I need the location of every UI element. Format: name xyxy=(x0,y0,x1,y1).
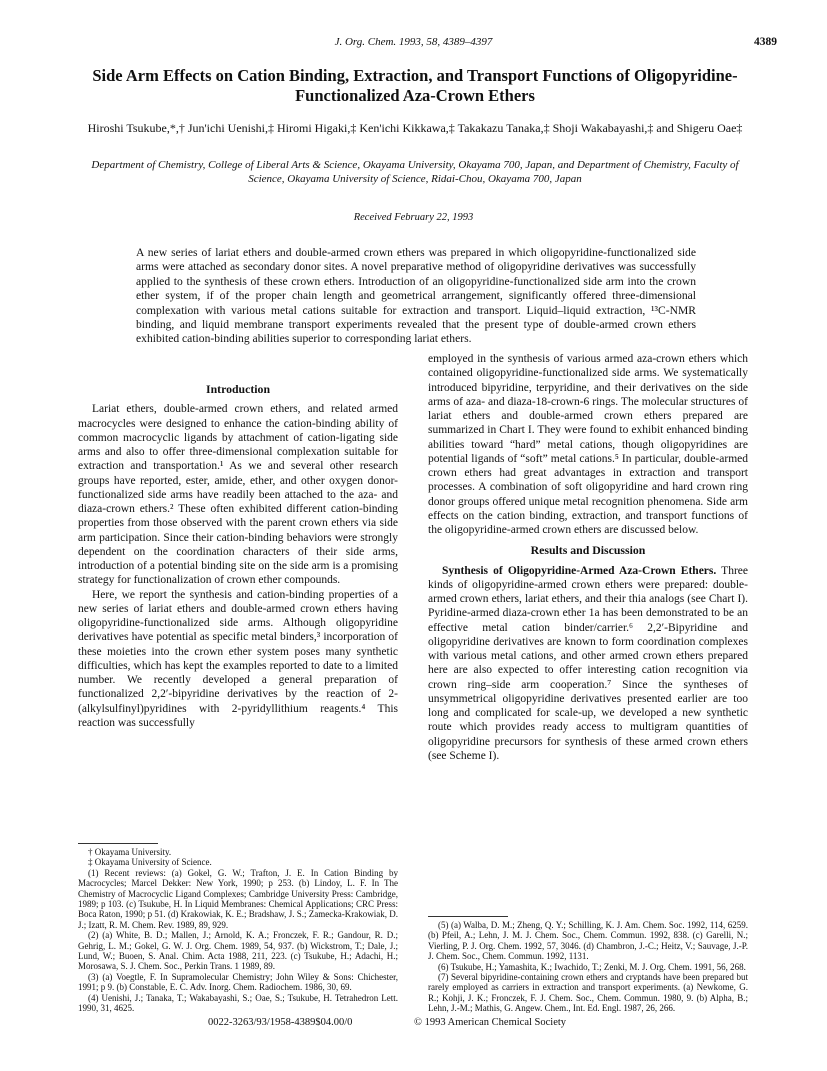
document-code: 0022-3263/93/1958-4389$04.00/0 xyxy=(208,1017,353,1028)
footnote: (4) Uenishi, J.; Tanaka, T.; Wakabayashi, S.; Oae, S.; Tsukube, H. Tetrahedron Lett. 1990, 31, 4625. xyxy=(78,992,398,1014)
synthesis-subheading: Synthesis of Oligopyridine-Armed Aza-Crown Ethers. xyxy=(442,564,717,577)
right-column xyxy=(428,352,748,763)
affiliation: Department of Chemistry, College of Liberal Arts & Science, Okayama University, Okayama 700, Japan, and Department of Chemistry, Faculty of Science, Okayama University of Science, Ridai-Chou, Okayama 700, Japan xyxy=(91,159,739,185)
footnote: (1) Recent reviews: (a) Gokel, G. W.; Trafton, J. E. In Cation Binding by Macrocycles; Marcel Dekker: New York, 1990; p 253. (b) Lindoy, L. F. In The Chemistry of Macrocyclic Ligand Complexes; Cambridge University Press: Cambridge, 1989; p 103. (c) Tsukube, H. In Liquid Membranes: Chemical Applications; CRC Press: Boca Raton, 1990; p 51. (d) Krakowiak, K. E.; Bradshaw, J. S.; Zamecka-Krakowiak, D. J.; Izatt, R. M. Chem. Rev. 1989, 89, 929. xyxy=(78,867,398,930)
footnote: (2) (a) White, B. D.; Mallen, J.; Arnold, K. A.; Fronczek, F. R.; Gandour, R. D.; Gehrig, L. M.; Gokel, G. W. J. Org. Chem. 1989, 54, 937. (b) Wickstrom, T.; Dale, J.; Lund, W.; Buoen, S. Anal. Chim. Acta 1988, 211, 223. (c) Tsukube, H.; Adachi, H.; Morosawa, S. J. Chem. Soc., Perkin Trans. 1 1989, 89. xyxy=(78,930,398,972)
paper-title: Side Arm Effects on Cation Binding, Extraction, and Transport Functions of Oligopyridine-Functionalized Aza-Crown Ethers xyxy=(92,66,738,105)
synthesis-text: Three kinds of oligopyridine-armed crown ethers were prepared: double-armed crown ethers, lariat ethers, and their thia analogs (see Chart I). Pyridine-armed diaza-crown ether 1a has been demonstrated to be an effective metal cation binder/carrier.⁶ 2,2′-Bipyridine and oligopyridine derivatives are known to form coordination complexes with various metal cations, and other armed crown ethers prepared here are also expected to offer interesting cation recognition via crown ring–side arm cooperation.⁷ Since the syntheses of unsymmetrical oligopyridine derivatives presented earlier are too long and complicated for scale-up, we developed a new synthetic route which provides ready access to multigram quantities of oligopyridine precursors for synthesis of these armed crown ethers (see Scheme I). xyxy=(428,564,748,762)
footnote-rule xyxy=(78,843,158,844)
footnote: (3) (a) Voegtle, F. In Supramolecular Chemistry; John Wiley & Sons: Chichester, 1991; p 9. (b) Constable, E. C. Adv. Inorg. Chem. Radiochem. 1986, 30, 69. xyxy=(78,971,398,993)
journal-citation: J. Org. Chem. 1993, 58, 4389–4397 xyxy=(334,36,493,48)
left-column xyxy=(78,382,398,730)
footnotes-left xyxy=(78,843,398,1014)
footnote: (5) (a) Walba, D. M.; Zheng, Q. Y.; Schilling, K. J. Am. Chem. Soc. 1992, 114, 6259. (b) Pfeil, A.; Lehn, J. M. J. Chem. Soc., Chem. Commun. 1992, 838. (c) Garelli, N.; Vierling, P. J. Org. Chem. 1992, 57, 3046. (d) Chambron, J.-C.; Heitz, V.; Sauvage, J.-P. J. Chem. Soc., Chem. Commun. 1992, 1131. xyxy=(428,920,748,962)
page-number: 4389 xyxy=(754,36,777,48)
footnotes-right xyxy=(428,916,748,1014)
author-list: Hiroshi Tsukube,*,† Jun'ichi Uenishi,‡ Hiromi Higaki,‡ Ken'ichi Kikkawa,‡ Takakazu Tanaka,‡ Shoji Wakabayashi,‡ and Shigeru Oae‡ xyxy=(87,121,743,135)
footnote-rule xyxy=(428,916,508,917)
introduction-heading: Introduction xyxy=(205,382,271,396)
introduction-paragraph-2: Here, we report the synthesis and cation-binding properties of a new series of lariat ethers and double-armed crown ethers having oligopyridine-functionalized side arms. Although oligopyridine derivatives have potential as specific metal binders,³ incorporation of these moieties into the crown ether system poses many synthetic difficulties, which has kept the examples reported to date to a limited number. We recently developed a general preparation of functionalized 2,2′-bipyridine derivatives by the reaction of 2-(alkylsulfinyl)pyridines with 2-pyridyllithium reagents.⁴ This reaction was successfully xyxy=(78,588,398,729)
footnote: (7) Several bipyridine-containing crown ethers and cryptands have been prepared but rarely employed as carriers in extraction and transport experiments. (a) Newkome, G. R.; Kohji, J. K.; Fronczek, F. J. Chem. Soc., Chem. Commun. 1980, 9. (b) Alpha, B.; Lehn, J.-M.; Mathis, G. Angew. Chem., Int. Ed. Engl. 1987, 26, 266. xyxy=(428,972,748,1014)
abstract: A new series of lariat ethers and double-armed crown ethers was prepared in which oligopyridine-functionalized side arms were attached as secondary donor sites. A novel preparative method of oligopyridine derivatives was successfully applied to the synthesis of these crown ethers. Introduction of an oligopyridine-functionalized side arm into the crown ether system, if of the proper chain length and geometrical arrangement, significantly offered three-dimensional complexation with various metal cations suitable for extraction and transport. Liquid–liquid extraction, ¹³C-NMR binding, and liquid membrane transport experiments revealed that the present type of double-armed crown ethers exhibited cation-binding abilities superior to corresponding lariat ethers. xyxy=(136,246,696,346)
synthesis-paragraph xyxy=(428,564,748,764)
footnote: † Okayama University. xyxy=(88,847,172,857)
received-date: Received February 22, 1993 xyxy=(353,212,474,223)
introduction-paragraph-1: Lariat ethers, double-armed crown ethers, and related armed macrocycles were designed to enhance the cation-binding ability of common macrocyclic ligands by attachment of cation-ligating side arms and also to offer three-dimensional complexation suitable for extraction and transportation.¹ As we and several other research groups have reported, ester, amide, ether, and other oxygen donor-functionalized side arms have readily been attached to the aza- and diaza-crown ethers.² These often exhibited different cation-binding properties from those observed with the parent crown ethers via side arm participation. Since their cation-binding behaviors were strongly dependent on the coordination characters of their side arms, introduction of a potential binding site on the side arm is a promising strategy for functionalization of crown ether compounds. xyxy=(78,403,398,587)
footnote: (6) Tsukube, H.; Yamashita, K.; Iwachido, T.; Zenki, M. J. Org. Chem. 1991, 56, 268. xyxy=(438,961,746,972)
results-heading: Results and Discussion xyxy=(530,543,646,558)
footnote: ‡ Okayama University of Science. xyxy=(88,857,212,868)
copyright-notice: © 1993 American Chemical Society xyxy=(414,1017,567,1028)
introduction-paragraph-continued: employed in the synthesis of various armed aza-crown ethers which contained oligopyridine-functionalized side arms. We systematically introduced bipyridine, terpyridine, and their derivatives on the side arms of aza- and diaza-18-crown-6 rings. The molecular structures of lariat ethers and double-armed crown ethers prepared are summarized in Chart I. They were found to exhibit enhanced binding abilities toward “hard” metal cations, though oligopyridines are potential ligands of “soft” metal cations.⁵ In particular, double-armed crown ethers had great advantages in extraction and transport processes. A combination of soft oligopyridine and hard crown ring donor groups offered unique metal recognition phenomena. Side arm effects on the cation binding, extraction, and transport functions of the oligopyridine-armed crown ethers are discussed below. xyxy=(428,353,748,536)
